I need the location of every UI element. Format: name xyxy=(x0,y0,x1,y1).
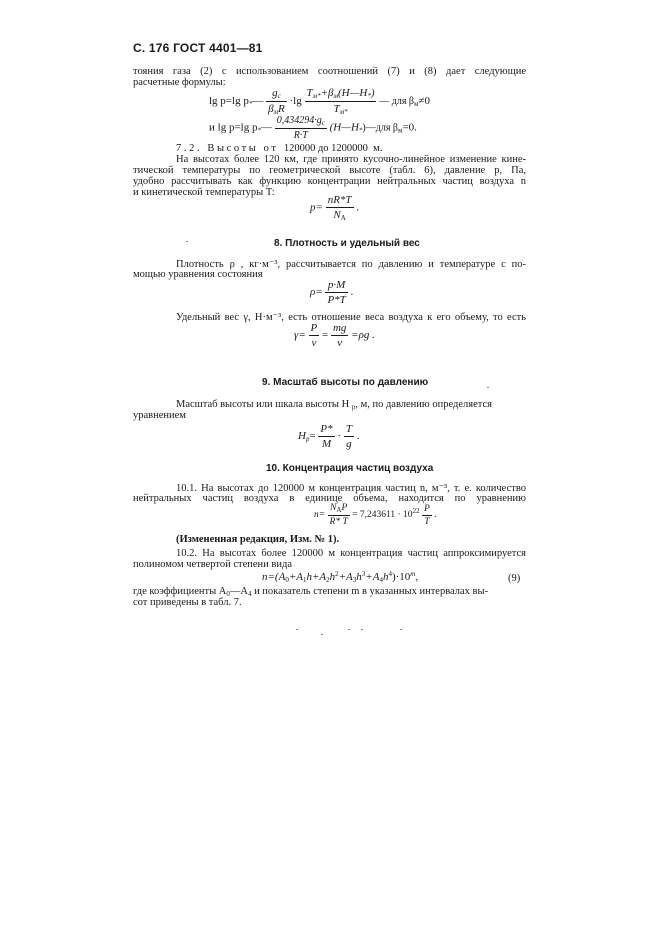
text-line: Удельный вес γ, Н·м⁻³, есть отношение веса воздуха к его объему, то есть xyxy=(176,312,526,323)
scan-speck xyxy=(361,629,363,630)
text-line: удобно рассчитывать как функцию концентрации нейтральных частиц воздуха n xyxy=(133,176,526,187)
text-line: На высотах более 120 км, где принято кусочно-линейное изменение кине- xyxy=(176,154,526,165)
scan-speck xyxy=(487,387,489,388)
text-line: уравнением xyxy=(133,410,186,421)
subsection-7-2-title: 7.2. Высоты от 120000 до 1200000 м. xyxy=(176,143,383,154)
formula-lg-p-1: lg p=lg $p_*—$ $\frac{g_c}{\beta_мR}$ ·lg $\frac{T_{м*}+\beta_м(H—H_*)}{T_{м*}}$ — для $\beta_м\ne 0$ xyxy=(209,87,430,116)
text-line: полиномом четвертой степени вида xyxy=(133,559,292,570)
fraction: $\frac{P}{v}$ xyxy=(310,322,318,349)
fraction: $\frac{T_{м*}+\beta_м(H—H_*)}{T_{м*}}$ xyxy=(306,87,375,116)
fraction: $\frac{T}{g}$ xyxy=(345,423,352,450)
text-line: расчетные формулы: xyxy=(133,77,226,88)
formula-density: ρ= $\frac{p\cdot M}{P*T}$ . xyxy=(310,279,354,306)
text-line: Плотность ρ , кг·м⁻³, рассчитывается по давлению и температуре с по- xyxy=(176,259,526,270)
text-line: где коэффициенты $A_0—A_4$ и показатель степени m в указанных интервалах вы- xyxy=(133,586,489,598)
formula-specific-weight: γ= $\frac{P}{v}$ = $\frac{mg}{v}$ =ρg . xyxy=(294,322,375,349)
section-8-title: 8. Плотность и удельный вес xyxy=(274,238,420,249)
section-10-title: 10. Концентрация частиц воздуха xyxy=(266,463,434,474)
formula-scale-height: $H_p=$ $\frac{P*}{M}$ · $\frac{T}{g}$ . xyxy=(298,423,360,450)
text-line: мощью уравнения состояния xyxy=(133,269,263,280)
scan-speck xyxy=(400,629,402,630)
scan-speck xyxy=(296,629,298,630)
text-line: тической температуры по геометрической высоте (табл. 6), давление p, Па, xyxy=(133,165,526,176)
scan-speck xyxy=(186,241,188,242)
section-9-title: 9. Масштаб высоты по давлению xyxy=(262,377,429,388)
text-line: 10.1. На высотах до 120000 м концентрация частиц n, м⁻³, т. е. количество xyxy=(176,483,526,494)
formula-lg-p-2: и lg p=lg $p_*—$ $\frac{0,434294\cdot g_c}{R\cdot T}$ $(H—H_*)—для$ $\beta_м=0$. xyxy=(209,115,417,141)
page-header: С. 176 ГОСТ 4401—81 xyxy=(133,41,263,55)
equation-number: (9) xyxy=(508,573,521,584)
scan-speck xyxy=(321,634,323,635)
fraction: $\frac{P*}{M}$ xyxy=(320,423,333,450)
formula-concentration-1: n= $\frac{N_AP}{R* T}$ = $7,243611 \cdot 10^{22}$ $\frac{P}{T}$ . xyxy=(314,503,437,527)
amendment-note: (Измененная редакция, Изм. № 1). xyxy=(176,534,340,545)
text-line: 10.2. На высотах более 120000 м концентрация частиц аппроксимируется xyxy=(176,548,526,559)
fraction: $\frac{P}{T}$ xyxy=(423,503,430,527)
text-line: Масштаб высоты или шкала высоты H $_p$, м, по давлению определяется xyxy=(176,399,492,411)
text-line: сот приведены в табл. 7. xyxy=(133,597,242,608)
fraction: $\frac{nR*T}{N_A}$ xyxy=(327,194,352,222)
text-line: и кинетической температуры T: xyxy=(133,187,275,198)
formula-concentration-2: $n=(A_0+A_1h+A_2h^2+A_3h^3+A_4h^4)\cdot 10^m$, xyxy=(262,570,419,584)
fraction: $\frac{p\cdot M}{P*T}$ xyxy=(327,279,346,306)
formula-pressure: p= $\frac{nR*T}{N_A}$ . xyxy=(310,194,360,222)
fraction: $\frac{mg}{v}$ xyxy=(332,322,347,349)
text-line: нейтральных частиц воздуха в единице объема, находится по уравнению xyxy=(133,493,526,504)
fraction: $\frac{N_AP}{R* T}$ xyxy=(329,503,348,527)
text-line: тояния газа (2) с использованием соотношений (7) и (8) дает следующие xyxy=(133,66,526,77)
fraction: $\frac{0,434294\cdot g_c}{R\cdot T}$ xyxy=(276,115,325,141)
scan-speck xyxy=(348,629,350,630)
fraction: $\frac{g_c}{\beta_мR}$ xyxy=(268,87,285,116)
